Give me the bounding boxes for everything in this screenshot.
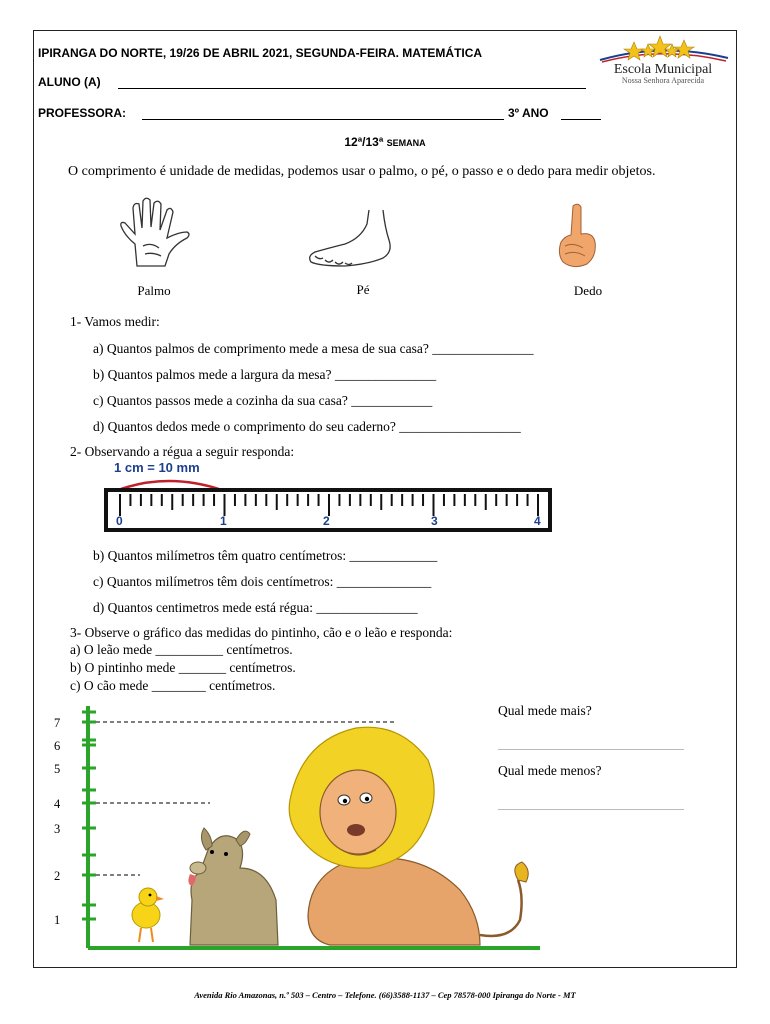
- question-most: Qual mede mais?: [498, 703, 592, 718]
- week-number: 12ª/13ª: [344, 135, 384, 149]
- logo-line1: Escola Municipal: [613, 62, 713, 77]
- chart-tick-label-7: 7: [54, 716, 61, 730]
- q1-item-b: b) Quantos palmos mede a largura da mesa? _______________: [93, 367, 437, 382]
- q1-item-d: d) Quantos dedos mede o comprimento do seu caderno? __________________: [93, 419, 521, 434]
- question-least: Qual mede menos?: [498, 763, 602, 778]
- label-palmo: Palmo: [137, 283, 171, 298]
- chart-tick-label-4: 4: [54, 797, 61, 811]
- footer-address: Avenida Rio Amazonas, n.º 503 – Centro – Telefone. (66)3588-1137 – Cep 78578-000 Ipiranga do Norte - MT: [194, 990, 576, 1000]
- q3-title: 3- Observe o gráfico das medidas do pintinho, cão e o leão e responda:: [70, 625, 453, 640]
- logo-line2: Nossa Senhora Aparecida: [621, 76, 705, 85]
- teacher-label: PROFESSORA:: [38, 106, 127, 120]
- teacher-name-field[interactable]: [142, 119, 504, 120]
- q3-item-c: c) O cão mede ________ centímetros.: [70, 678, 276, 693]
- week-title: [0, 135, 770, 149]
- ruler-number-2: 2: [323, 514, 330, 528]
- q3-item-b: b) O pintinho mede _______ centímetros.: [70, 660, 296, 675]
- ruler-number-3: 3: [431, 514, 438, 528]
- label-dedo: Dedo: [573, 283, 603, 298]
- student-label: ALUNO (A): [38, 75, 101, 89]
- height-chart: [40, 700, 550, 955]
- intro-text: O comprimento é unidade de medidas, podemos usar o palmo, o pé, o passo e o dedo para medir objetos.: [68, 164, 656, 179]
- ruler-caption: 1 cm = 10 mm: [114, 460, 200, 475]
- lion-icon: [289, 727, 528, 945]
- ruler-number-1: 1: [220, 514, 227, 528]
- ruler-number-4: 4: [534, 514, 541, 528]
- chart-tick-label-6: 6: [54, 739, 61, 753]
- hand-icon: [115, 196, 195, 271]
- grade-field[interactable]: [561, 119, 601, 120]
- chart-tick-label-3: 3: [54, 822, 61, 836]
- stars-icon: [592, 34, 734, 64]
- chart-tick-label-5: 5: [54, 762, 61, 776]
- q2-item-c: c) Quantos milímetros têm dois centímetros: ______________: [93, 574, 432, 589]
- q2-item-b: b) Quantos milímetros têm quatro centímetros: _____________: [93, 548, 438, 563]
- q1-item-c: c) Quantos passos mede a cozinha da sua casa? ____________: [93, 393, 433, 408]
- q1-title: 1- Vamos medir:: [70, 314, 160, 329]
- chart-tick-label-2: 2: [54, 869, 61, 883]
- chart-tick-label-1: 1: [54, 913, 61, 927]
- label-pe: Pé: [356, 282, 370, 297]
- q1-item-a: a) Quantos palmos de comprimento mede a mesa de sua casa? _______________: [93, 341, 534, 356]
- foot-icon: [305, 206, 401, 271]
- dog-icon: [188, 828, 278, 945]
- student-name-field[interactable]: [118, 88, 586, 89]
- school-logo: [592, 34, 734, 86]
- q3-item-a: a) O leão mede __________ centímetros.: [70, 642, 293, 657]
- ruler: [100, 476, 556, 534]
- week-suffix: SEMANA: [386, 138, 426, 148]
- q2-item-d: d) Quantos centimetros mede está régua: _______________: [93, 600, 418, 615]
- header-title: IPIRANGA DO NORTE, 19/26 DE ABRIL 2021, SEGUNDA-FEIRA. MATEMÁTICA: [38, 46, 483, 60]
- q2-title: 2- Observando a régua a seguir responda:: [70, 444, 295, 459]
- grade-label: 3º ANO: [508, 106, 549, 120]
- ruler-number-0: 0: [116, 514, 123, 528]
- chick-icon: [132, 888, 164, 942]
- finger-icon: [553, 202, 603, 270]
